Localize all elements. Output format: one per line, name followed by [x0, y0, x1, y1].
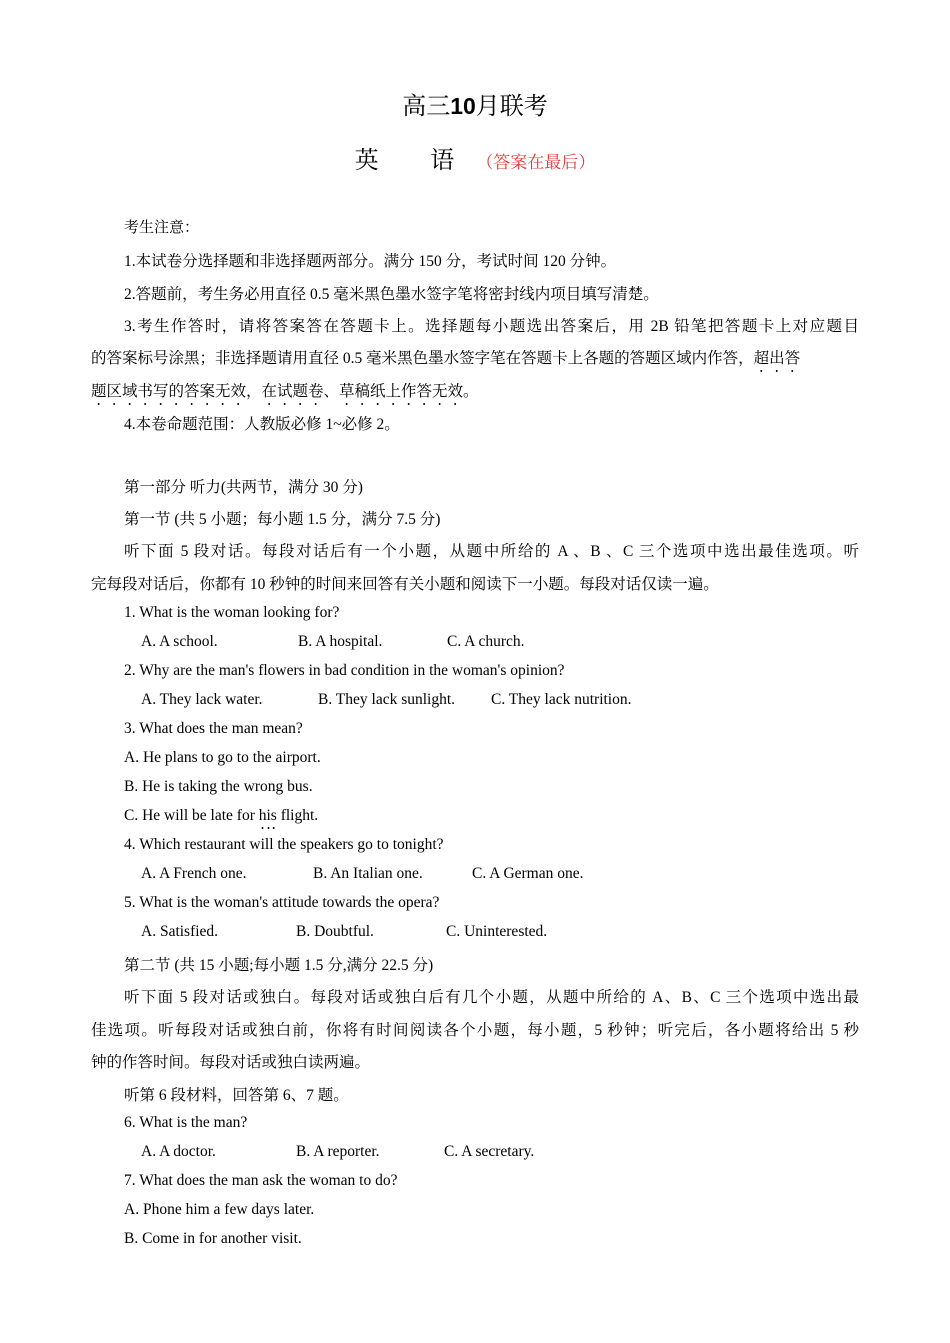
title-prefix: 高三 — [402, 92, 451, 120]
question-2-option-a: A. They lack water. — [141, 691, 263, 708]
part1-heading: 第一部分 听力(共两节，满分 30 分) — [124, 479, 363, 496]
material-6-heading: 听第 6 段材料，回答第 6、7 题。 — [124, 1087, 349, 1104]
question-1-option-a: A. A school. — [141, 633, 218, 650]
notice-heading: 考生注意： — [124, 218, 200, 236]
question-4-option-c: C. A German one. — [472, 865, 584, 882]
notice-item-4: 4.本卷命题范围：人教版必修 1~必修 2。 — [124, 416, 400, 433]
notice-emphasis-start: 超出答 — [753, 350, 801, 367]
question-4-option-a: A. A French one. — [141, 865, 247, 882]
question-3-option-c-text: C. He will be late for — [124, 807, 259, 824]
question-6-option-a: A. A doctor. — [141, 1143, 216, 1160]
question-3-option-c-end: flight. — [276, 807, 319, 824]
question-2: 2. Why are the man's flowers in bad condition in the woman's opinion? — [124, 662, 565, 679]
question-5-option-c: C. Uninterested. — [446, 923, 548, 940]
question-5-option-b: B. Doubtful. — [296, 923, 374, 940]
subject-heading — [0, 140, 950, 175]
question-7-option-b: B. Come in for another visit. — [124, 1230, 302, 1247]
notice-item-1: 1.本试卷分选择题和非选择题两部分。满分 150 分，考试时间 120 分钟。 — [124, 253, 617, 270]
notice-item-3-line-2 — [91, 346, 800, 376]
section2-instructions-line-2: 佳选项。听每段对话或独白前，你将有时间阅读各个小题，每小题，5 秒钟；听完后，各小题将给出 5 秒 — [91, 1022, 859, 1039]
answer-note: （答案在最后） — [476, 153, 596, 173]
question-2-option-b: B. They lack sunlight. — [318, 691, 456, 708]
question-6-option-c: C. A secretary. — [444, 1143, 535, 1160]
question-5: 5. What is the woman's attitude towards the opera? — [124, 894, 440, 911]
notice-item-3-text: 的答案标号涂黑；非选择题请用直径 0.5 毫米黑色墨水签字笔在答题卡上各题的答题区域内作答， — [91, 350, 754, 367]
section1-instructions-line-1: 听下面 5 段对话。每段对话后有一个小题，从题中所给的 A 、B 、C 三个选项中选出最佳选项。听 — [124, 543, 859, 560]
notice-item-3-line-3: 题区域书写的答案无效，在试题卷、草稿纸上作答无效。 — [91, 383, 479, 400]
section2-instructions-line-1: 听下面 5 段对话或独白。每段对话或独白后有几个小题，从题中所给的 A、B、C 三个选项中选出最 — [124, 989, 859, 1006]
question-4: 4. Which restaurant will the speakers go to tonight? — [124, 836, 444, 853]
question-7-option-a: A. Phone him a few days later. — [124, 1201, 315, 1218]
question-4-option-b: B. An Italian one. — [313, 865, 423, 882]
question-2-option-c: C. They lack nutrition. — [491, 691, 632, 708]
section1-heading: 第一节 (共 5 小题；每小题 1.5 分，满分 7.5 分) — [124, 511, 441, 528]
question-7: 7. What does the man ask the woman to do? — [124, 1172, 398, 1189]
question-3-option-c-emphasis: his — [258, 807, 277, 824]
section2-heading: 第二节 (共 15 小题;每小题 1.5 分,满分 22.5 分) — [124, 957, 434, 974]
question-1: 1. What is the woman looking for? — [124, 604, 340, 621]
question-6: 6. What is the man? — [124, 1114, 248, 1131]
question-3: 3. What does the man mean? — [124, 720, 303, 737]
question-3-option-a: A. He plans to go to the airport. — [124, 749, 321, 766]
question-1-option-c: C. A church. — [447, 633, 525, 650]
question-3-option-b: B. He is taking the wrong bus. — [124, 778, 313, 795]
title-suffix: 月联考 — [475, 92, 548, 120]
question-5-option-a: A. Satisfied. — [141, 923, 219, 940]
exam-title — [0, 86, 950, 121]
section2-instructions-line-3: 钟的作答时间。每段对话或独白读两遍。 — [91, 1054, 371, 1071]
notice-item-3-line-1: 3.考生作答时，请将答案答在答题卡上。选择题每小题选出答案后，用 2B 铅笔把答题卡上对应题目 — [124, 318, 859, 335]
question-1-option-b: B. A hospital. — [298, 633, 383, 650]
notice-item-2: 2.答题前，考生务必用直径 0.5 毫米黑色墨水签字笔将密封线内项目填写清楚。 — [124, 286, 659, 303]
subject-name: 英 语 — [354, 146, 477, 174]
question-3-option-c — [124, 807, 318, 833]
question-6-option-b: B. A reporter. — [296, 1143, 380, 1160]
title-number: 10 — [450, 93, 476, 119]
section1-instructions-line-2: 完每段对话后，你都有 10 秒钟的时间来回答有关小题和阅读下一小题。每段对话仅读一遍。 — [91, 576, 719, 593]
